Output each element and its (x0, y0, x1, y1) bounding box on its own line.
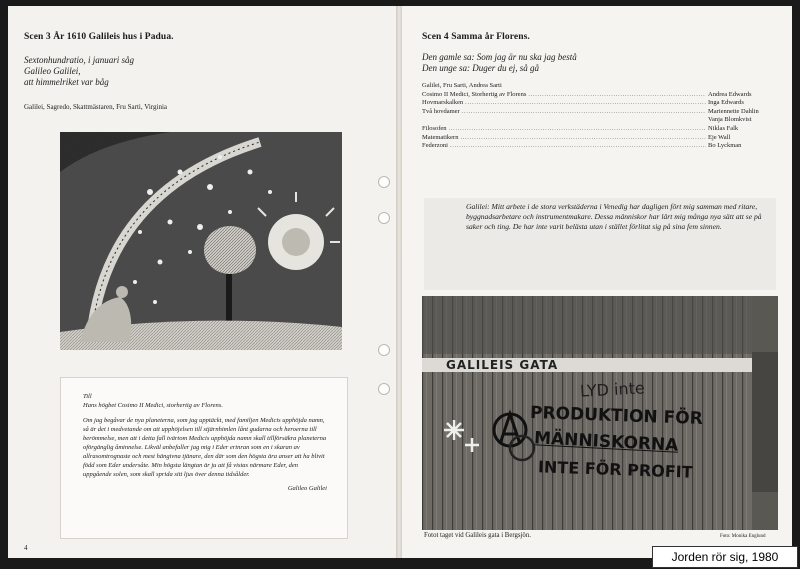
scene-4-intro (422, 52, 577, 74)
graffiti-line: MÄNNISKORNA (533, 428, 679, 456)
scene-3-heading: Scen 3 År 1610 Galileis hus i Padua. (24, 32, 174, 42)
photo-caption: Fotot taget vid Galileis gata i Bergsjön. (424, 532, 531, 539)
cast-row: Cosimo II Medici, Storhertig av Florens ..... Andrea Edwards (422, 91, 774, 100)
street-photo (422, 296, 778, 530)
binder-hole (378, 176, 390, 188)
scene-3-intro (24, 55, 134, 88)
binder-hole (378, 344, 390, 356)
archive-label: Jorden rör sig, 1980 (652, 546, 798, 568)
intro-line: Den unge sa: Duger du ej, så gå (422, 63, 539, 73)
cast-row: Vanja Blomkvist (708, 116, 752, 124)
left-page (8, 6, 396, 558)
scene-3-characters: Galilei, Sagredo, Skattmästaren, Fru Sarti, Virginia (24, 103, 167, 111)
cast-row: Federzoni ..... Bo Lyckman (422, 142, 774, 151)
binder-hole (378, 383, 390, 395)
cast-row: Hovmarskalken ..... Inga Edwards (422, 99, 774, 108)
cast-list (422, 82, 774, 151)
letter-body: Om jag begåvar de nya planeterna, som jag upptäckt, med familjen Medicis upphöjda namn, så är det i medvetande om att upphöjelsen till stjärnhimlen lånt gudarna och heroerna till berömmelse, men att i detta fall tvärtom Medicis upphöjda namn skall tillförsäkra planeterna oförgänglig åminnelse. Likväl anbefaller jag mig i Eder erinran som en i skaran av allrasomtrognaste och mest hängivna tjänare, den där som den högsta ära anser att ha blivit född som Eder undersåte. Min högsta längtan är ju att få vistas närmare Eder, den uppgående solen, som skall sprida sitt ljus över denna tidsålder. (83, 417, 327, 478)
anarchy-symbol-icon (488, 408, 548, 468)
street-sign: GALILEIS GATA (446, 358, 559, 372)
scene-4-heading: Scen 4 Samma år Florens. (422, 32, 530, 42)
photo-credit: Foto: Monika Englund (720, 534, 766, 539)
engraving-illustration (60, 132, 342, 350)
letter-salutation: Hans högbet Cosimo II Medici, storhertig av Florens. (83, 402, 223, 409)
letter-signature: Galileo Galilei (287, 485, 327, 492)
intro-line: Galileo Galilei, (24, 66, 81, 76)
letter-box (60, 377, 348, 539)
page-number: 4 (24, 544, 28, 552)
graffiti-line: PRODUKTION FÖR (529, 402, 704, 430)
galilei-quote: Galilei: Mitt arbete i de stora verkstäderna i Venedig har dagligen fört mig samman med ritare, byggnadsarbetare och instrumentmakare. Dessa människor har lärt mig många nya sätt att se på saker och ting. De har inte varit belästa utan i stället förlitat sig på sina fem sinnen. (466, 202, 762, 232)
right-page (402, 6, 792, 558)
intro-line: att himmelriket var båg (24, 77, 109, 87)
graffiti-line: INTE FÖR PROFIT (537, 457, 693, 482)
scene-4-characters: Galilei, Fru Sarti, Andrea Sarti (422, 82, 502, 89)
binder-hole (378, 212, 390, 224)
cast-row: Två hovdamer ..... Mariennette Dahlin (422, 108, 774, 117)
letter-salutation: Till (83, 393, 92, 400)
intro-line: Den gamle sa: Som jag är nu ska jag bestå (422, 52, 577, 62)
graffiti-line: LYD inte (579, 378, 646, 401)
cast-row: Filosofen ..... Niklas Falk (422, 125, 774, 134)
cast-row: Matematikern ..... Eje Wall (422, 134, 774, 143)
flower-graffiti-icon (442, 418, 482, 458)
intro-line: Sextonhundratio, i januari såg (24, 55, 134, 65)
